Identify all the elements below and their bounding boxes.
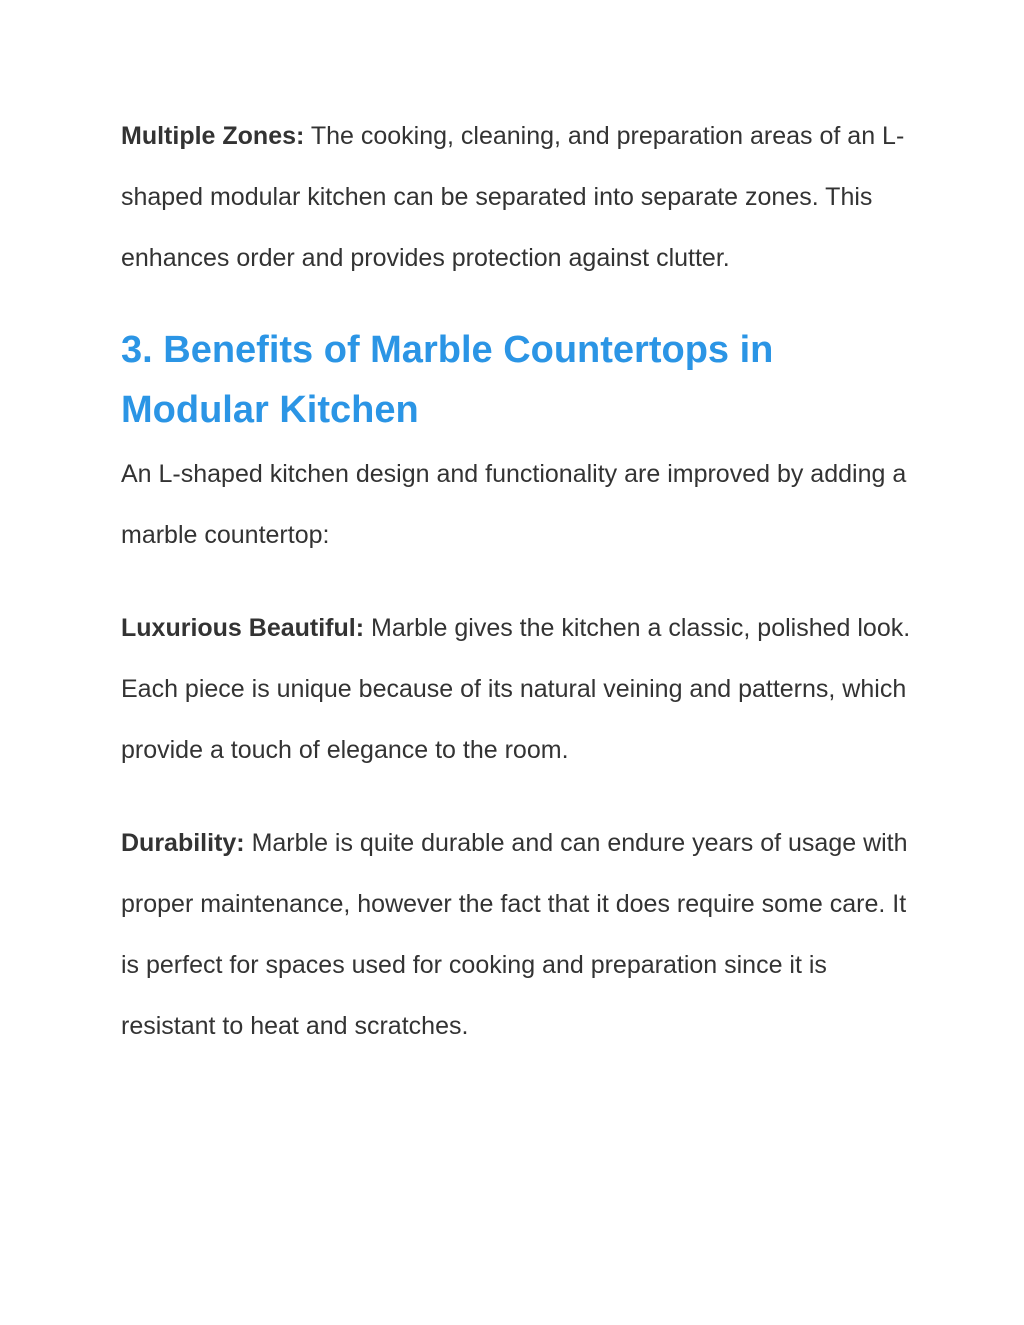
- spacer: [121, 781, 911, 813]
- durability-lead: Durability:: [121, 829, 245, 857]
- multiple-zones-lead: Multiple Zones:: [121, 122, 305, 150]
- multiple-zones-text: The cooking, cleaning, and preparation areas of an L-shaped modular kitchen can be separated into separate zones. This enhances order and provides protection against clutter.: [121, 122, 905, 272]
- intro-paragraph: An L-shaped kitchen design and functionality are improved by adding a marble countertop:: [121, 460, 907, 549]
- durability-paragraph: [121, 813, 911, 1057]
- luxurious-lead: Luxurious Beautiful:: [121, 614, 365, 642]
- section-heading: 3. Benefits of Marble Countertops in Modular Kitchen: [121, 329, 774, 431]
- luxurious-paragraph: [121, 598, 911, 781]
- luxurious-text: Marble gives the kitchen a classic, polished look. Each piece is unique because of its natural veining and patterns, which provide a touch of elegance to the room.: [121, 614, 911, 764]
- spacer: [121, 289, 911, 320]
- durability-text: Marble is quite durable and can endure years of usage with proper maintenance, however the fact that it does require some care. It is perfect for spaces used for cooking and preparation since it is resistant to heat and scratches.: [121, 829, 908, 1040]
- multiple-zones-paragraph: [121, 106, 911, 289]
- document-content: [121, 106, 911, 1057]
- spacer: [121, 566, 911, 598]
